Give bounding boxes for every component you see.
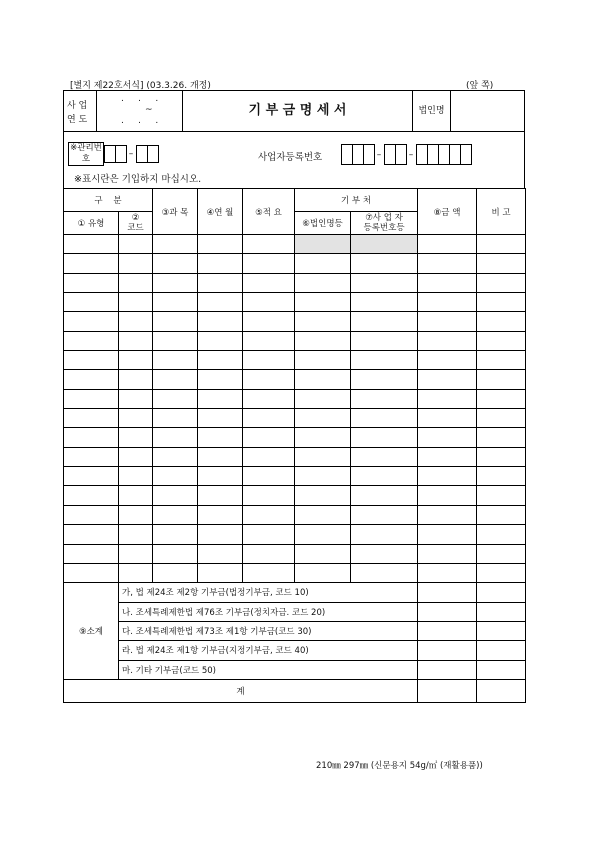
col-group-category: 구 분 — [64, 189, 153, 212]
table-cell[interactable] — [351, 447, 418, 466]
table-row — [64, 505, 526, 524]
table-row — [64, 254, 526, 273]
table-cell[interactable] — [295, 235, 351, 254]
table-cell[interactable] — [351, 331, 418, 350]
table-cell[interactable] — [477, 409, 526, 428]
table-cell[interactable] — [64, 370, 119, 389]
table-row — [64, 389, 526, 408]
table-cell[interactable] — [198, 505, 243, 524]
table-cell[interactable] — [477, 447, 526, 466]
total-amount-cell[interactable] — [418, 679, 477, 702]
table-cell[interactable] — [295, 351, 351, 370]
table-cell[interactable] — [198, 389, 243, 408]
table-cell[interactable] — [119, 370, 153, 389]
table-cell[interactable] — [64, 486, 119, 505]
table-row — [64, 525, 526, 544]
table-cell[interactable] — [477, 254, 526, 273]
table-cell[interactable] — [153, 273, 198, 292]
table-cell[interactable] — [351, 467, 418, 486]
table-row — [64, 563, 526, 582]
table-cell[interactable] — [64, 293, 119, 312]
table-cell[interactable] — [243, 486, 295, 505]
table-cell[interactable] — [153, 370, 198, 389]
table-cell[interactable] — [153, 447, 198, 466]
col-subject: ③과 목 — [153, 189, 198, 235]
table-cell[interactable] — [153, 389, 198, 408]
col-corp-name: ⑥법인명등 — [295, 212, 351, 235]
table-cell[interactable] — [295, 331, 351, 350]
table-cell[interactable] — [418, 467, 477, 486]
table-cell[interactable] — [64, 409, 119, 428]
table-cell[interactable] — [119, 525, 153, 544]
subtotal-row — [64, 602, 526, 621]
year-dates-cell — [97, 90, 183, 132]
table-cell[interactable] — [418, 312, 477, 331]
table-cell[interactable] — [119, 235, 153, 254]
form-reference: [별지 제22호서식] (03.3.26. 개정) — [70, 81, 211, 91]
table-cell[interactable] — [64, 544, 119, 563]
table-cell[interactable] — [418, 389, 477, 408]
table-cell[interactable] — [64, 447, 119, 466]
table-cell[interactable] — [243, 370, 295, 389]
table-row — [64, 235, 526, 254]
table-cell[interactable] — [198, 293, 243, 312]
table-cell[interactable] — [119, 409, 153, 428]
table-cell[interactable] — [351, 563, 418, 582]
year-label-2: 연 도 — [67, 115, 88, 125]
year-label-1: 사 업 — [67, 101, 88, 111]
table-cell[interactable] — [418, 254, 477, 273]
table-cell[interactable] — [243, 447, 295, 466]
table-cell[interactable] — [243, 312, 295, 331]
table-cell[interactable] — [243, 563, 295, 582]
table-row — [64, 312, 526, 331]
table-cell[interactable] — [477, 389, 526, 408]
table-cell[interactable] — [198, 331, 243, 350]
notice-text: ※표시란은 기입하지 마십시오. — [74, 174, 202, 185]
table-cell[interactable] — [119, 351, 153, 370]
table-cell[interactable] — [198, 525, 243, 544]
col-type: ① 유형 — [64, 212, 119, 235]
table-cell[interactable] — [198, 447, 243, 466]
table-cell[interactable] — [295, 505, 351, 524]
table-cell[interactable] — [243, 331, 295, 350]
subtotal-amount-cell[interactable] — [418, 641, 477, 660]
table-cell[interactable] — [351, 235, 418, 254]
table-cell[interactable] — [243, 505, 295, 524]
table-cell[interactable] — [295, 409, 351, 428]
table-cell[interactable] — [243, 389, 295, 408]
brn-boxes[interactable] — [341, 144, 471, 165]
subtotal-amount-cell[interactable] — [418, 583, 477, 602]
total-remarks-cell[interactable] — [477, 679, 526, 702]
table-cell[interactable] — [418, 563, 477, 582]
year-label-cell — [63, 90, 97, 132]
digit-box[interactable] — [147, 145, 159, 163]
table-cell[interactable] — [295, 293, 351, 312]
table-row — [64, 351, 526, 370]
table-cell[interactable] — [198, 235, 243, 254]
table-cell[interactable] — [477, 235, 526, 254]
table-cell[interactable] — [119, 293, 153, 312]
mgmt-number-label-text: ※관리번호 — [70, 143, 102, 164]
table-cell[interactable] — [477, 563, 526, 582]
table-cell[interactable] — [243, 273, 295, 292]
table-cell[interactable] — [119, 467, 153, 486]
table-cell[interactable] — [295, 447, 351, 466]
table-cell[interactable] — [153, 544, 198, 563]
year-tilde: ~ — [145, 105, 153, 115]
subtotal-row — [64, 641, 526, 660]
table-cell[interactable] — [243, 525, 295, 544]
table-cell[interactable] — [153, 331, 198, 350]
table-cell[interactable] — [351, 486, 418, 505]
table-cell[interactable] — [418, 544, 477, 563]
table-cell[interactable] — [477, 505, 526, 524]
table-cell[interactable] — [418, 331, 477, 350]
table-row — [64, 370, 526, 389]
table-cell[interactable] — [418, 525, 477, 544]
table-cell[interactable] — [243, 293, 295, 312]
table-cell[interactable] — [295, 370, 351, 389]
table-cell[interactable] — [477, 467, 526, 486]
table-cell[interactable] — [119, 273, 153, 292]
table-row — [64, 467, 526, 486]
table-cell[interactable] — [119, 486, 153, 505]
subtotal-item-label: 마. 기타 기부금(코드 50) — [119, 660, 418, 679]
table-cell[interactable] — [198, 370, 243, 389]
table-cell[interactable] — [119, 312, 153, 331]
table-cell[interactable] — [64, 428, 119, 447]
subtotal-remarks-cell[interactable] — [477, 602, 526, 621]
table-cell[interactable] — [477, 428, 526, 447]
table-cell[interactable] — [64, 563, 119, 582]
table-cell[interactable] — [477, 525, 526, 544]
table-cell[interactable] — [351, 370, 418, 389]
table-cell[interactable] — [477, 351, 526, 370]
table-cell[interactable] — [418, 505, 477, 524]
table-cell[interactable] — [243, 428, 295, 447]
table-cell[interactable] — [418, 447, 477, 466]
subtotal-remarks-cell[interactable] — [477, 660, 526, 679]
subtotal-remarks-cell[interactable] — [477, 641, 526, 660]
table-cell[interactable] — [351, 254, 418, 273]
table-row — [64, 447, 526, 466]
table-cell[interactable] — [64, 505, 119, 524]
subtotal-row — [64, 621, 526, 640]
total-row — [64, 679, 526, 702]
mgmt-dash: – — [128, 149, 134, 159]
table-cell[interactable] — [119, 389, 153, 408]
table-cell[interactable] — [418, 293, 477, 312]
table-cell[interactable] — [198, 467, 243, 486]
table-cell[interactable] — [153, 467, 198, 486]
table-cell[interactable] — [351, 409, 418, 428]
mgmt-number-label — [68, 142, 104, 166]
table-cell[interactable] — [243, 467, 295, 486]
table-cell[interactable] — [418, 273, 477, 292]
subtotal-item-label: 가, 법 제24조 제2항 기부금(법정기부금, 코드 10) — [119, 583, 418, 602]
table-cell[interactable] — [295, 563, 351, 582]
footer-paper-spec: 210㎜ 297㎜ (신문용지 54g/㎡ (재활용품)) — [316, 761, 483, 771]
table-cell[interactable] — [153, 428, 198, 447]
table-cell[interactable] — [477, 293, 526, 312]
table-cell[interactable] — [477, 331, 526, 350]
table-cell[interactable] — [119, 447, 153, 466]
table-cell[interactable] — [418, 370, 477, 389]
table-cell[interactable] — [243, 254, 295, 273]
table-cell[interactable] — [295, 254, 351, 273]
table-cell[interactable] — [351, 525, 418, 544]
total-label: 계 — [64, 679, 418, 702]
col-remarks: 비 고 — [477, 189, 526, 235]
year-end-dots: . . . — [121, 116, 159, 126]
subtotal-item-label: 라. 법 제24조 제1항 기부금(지정기부금, 코드 40) — [119, 641, 418, 660]
table-cell[interactable] — [153, 409, 198, 428]
table-cell[interactable] — [153, 525, 198, 544]
table-cell[interactable] — [351, 544, 418, 563]
table-row — [64, 544, 526, 563]
table-cell[interactable] — [477, 370, 526, 389]
table-cell[interactable] — [418, 235, 477, 254]
table-cell[interactable] — [351, 389, 418, 408]
subtotal-row — [64, 660, 526, 679]
table-cell[interactable] — [198, 544, 243, 563]
table-cell[interactable] — [119, 428, 153, 447]
form-title: 기 부 금 명 세 서 — [183, 90, 413, 132]
table-row — [64, 331, 526, 350]
subtotal-amount-cell[interactable] — [418, 602, 477, 621]
table-cell[interactable] — [243, 351, 295, 370]
table-cell[interactable] — [243, 544, 295, 563]
col-code: ② 코드 — [119, 212, 153, 235]
table-cell[interactable] — [64, 525, 119, 544]
subtotal-remarks-cell[interactable] — [477, 583, 526, 602]
table-cell[interactable] — [295, 525, 351, 544]
table-cell[interactable] — [198, 563, 243, 582]
table-cell[interactable] — [198, 254, 243, 273]
table-cell[interactable] — [64, 467, 119, 486]
table-cell[interactable] — [198, 486, 243, 505]
table-cell[interactable] — [477, 312, 526, 331]
table-cell[interactable] — [153, 254, 198, 273]
year-start-dots: . . . — [121, 94, 159, 104]
table-cell[interactable] — [418, 409, 477, 428]
table-cell[interactable] — [119, 331, 153, 350]
table-cell[interactable] — [295, 428, 351, 447]
table-cell[interactable] — [119, 563, 153, 582]
subtotal-item-label: 다. 조세특례제한법 제73조 제1항 기부금(코드 30) — [119, 621, 418, 640]
page-side-label: (앞 쪽) — [466, 81, 494, 91]
table-cell[interactable] — [295, 273, 351, 292]
table-cell[interactable] — [295, 467, 351, 486]
table-cell[interactable] — [64, 273, 119, 292]
table-cell[interactable] — [351, 293, 418, 312]
corp-name-label: 법인명 — [413, 90, 451, 132]
table-cell[interactable] — [295, 544, 351, 563]
corp-name-field[interactable] — [451, 90, 525, 132]
table-cell[interactable] — [477, 544, 526, 563]
table-cell[interactable] — [153, 293, 198, 312]
table-cell[interactable] — [418, 428, 477, 447]
table-cell[interactable] — [418, 486, 477, 505]
table-cell[interactable] — [198, 273, 243, 292]
table-cell[interactable] — [351, 351, 418, 370]
table-cell[interactable] — [64, 254, 119, 273]
table-cell[interactable] — [119, 544, 153, 563]
brn-dash: – — [408, 149, 414, 160]
table-cell[interactable] — [351, 505, 418, 524]
mgmt-number-boxes[interactable] — [104, 145, 158, 163]
subtotal-row — [64, 583, 526, 602]
table-cell[interactable] — [64, 235, 119, 254]
table-cell[interactable] — [153, 505, 198, 524]
table-row — [64, 293, 526, 312]
table-row — [64, 428, 526, 447]
table-cell[interactable] — [153, 351, 198, 370]
table-cell[interactable] — [351, 312, 418, 331]
table-cell[interactable] — [477, 273, 526, 292]
col-brn: ⑦사 업 자 등록번호등 — [351, 212, 418, 235]
col-date: ④연 월 — [198, 189, 243, 235]
brn-label: 사업자등록번호 — [258, 152, 323, 163]
table-cell[interactable] — [64, 389, 119, 408]
table-cell[interactable] — [119, 254, 153, 273]
table-cell[interactable] — [418, 351, 477, 370]
table-cell[interactable] — [153, 563, 198, 582]
table-row — [64, 486, 526, 505]
table-cell[interactable] — [295, 389, 351, 408]
table-cell[interactable] — [243, 409, 295, 428]
subtotal-amount-cell[interactable] — [418, 621, 477, 640]
table-cell[interactable] — [119, 505, 153, 524]
table-cell[interactable] — [198, 409, 243, 428]
table-cell[interactable] — [351, 428, 418, 447]
table-row — [64, 409, 526, 428]
col-group-donee: 기 부 처 — [295, 189, 418, 212]
table-cell[interactable] — [198, 428, 243, 447]
table-cell[interactable] — [153, 312, 198, 331]
table-cell[interactable] — [477, 486, 526, 505]
brn-dash: – — [376, 149, 382, 160]
subtotal-remarks-cell[interactable] — [477, 621, 526, 640]
table-row — [64, 273, 526, 292]
subtotal-amount-cell[interactable] — [418, 660, 477, 679]
table-cell[interactable] — [64, 351, 119, 370]
table-cell[interactable] — [198, 312, 243, 331]
table-cell[interactable] — [64, 312, 119, 331]
digit-box[interactable] — [460, 144, 472, 165]
table-cell[interactable] — [351, 273, 418, 292]
table-cell[interactable] — [153, 486, 198, 505]
table-cell[interactable] — [295, 312, 351, 331]
table-cell[interactable] — [153, 235, 198, 254]
col-amount: ⑧금 액 — [418, 189, 477, 235]
table-cell[interactable] — [64, 331, 119, 350]
col-summary: ⑤적 요 — [243, 189, 295, 235]
subtotal-item-label: 나. 조세특례제한법 제76조 기부금(정치자금. 코드 20) — [119, 602, 418, 621]
table-cell[interactable] — [295, 486, 351, 505]
table-cell[interactable] — [198, 351, 243, 370]
subtotal-label: ⑨소계 — [64, 583, 119, 680]
table-cell[interactable] — [243, 235, 295, 254]
donation-table — [63, 188, 526, 703]
